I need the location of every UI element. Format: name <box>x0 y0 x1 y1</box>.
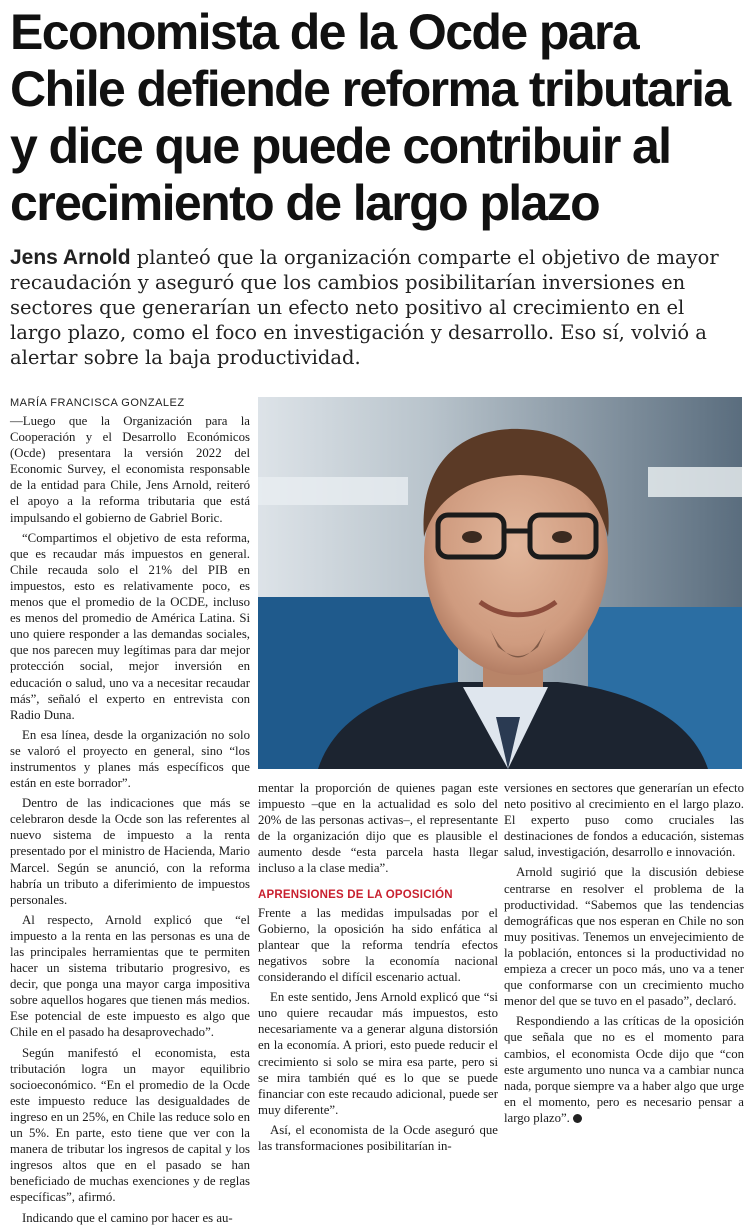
portrait-photo <box>258 397 742 769</box>
body-paragraph: Frente a las medidas impulsadas por el Gobierno, la oposición ha sido enfática al plantear que la reforma tendría efectos negativos sobre la economía nacional considerando el difícil escenario actual. <box>258 905 498 985</box>
body-paragraph: —Luego que la Organización para la Cooperación y el Desarrollo Económicos (Ocde) presentara la versión 2022 del Economic Survey, el economista responsable de la entidad para Chile, Jens Arnold, reiteró el apoyo a la reforma tributaria que está impulsando el gobierno de Gabriel Boric. <box>10 414 250 525</box>
closing-text: Respondiendo a las críticas de la oposición que señala que no es el momento para cambios, el economista Ocde dijo que “con este argumento uno nunca va a cambiar nunca nada, porque siempre va a haber algo que urge en el momento, pero es necesario pensar a largo plazo”. <box>504 1014 744 1125</box>
body-paragraph: Así, el economista de la Ocde aseguró que las transformaciones posibilitarían in- <box>258 1122 498 1153</box>
byline: MARÍA FRANCISCA GONZALEZ <box>10 397 185 409</box>
article-column-1 <box>10 413 250 1225</box>
end-of-article-icon <box>573 1114 582 1123</box>
headline: Economista de la Ocde para Chile defiende reforma tributaria y dice que puede contribuir al crecimiento de largo plazo <box>10 4 730 231</box>
body-paragraph: versiones en sectores que generarían un efecto neto positivo al crecimiento en el largo plazo. El experto puso como cruciales las destinaciones de fondos a educación, sistemas salud, investigación, desarrollo e innovación. <box>504 781 744 860</box>
body-paragraph: En este sentido, Jens Arnold explicó que “si uno quiere recaudar más impuestos, esto necesariamente va a generar alguna distorsión en la economía. A priori, esto puede reducir el crecimiento si solo se mira esa parte, pero si se mira también qué es lo que se puede financiar con este recaudo adicional, puede ser muy diferente”. <box>258 990 498 1117</box>
body-paragraph: “Compartimos el objetivo de esta reforma, que es recaudar más impuestos en general. Chile recauda solo el 21% del PIB en impuestos, esto es relativamente poco, es menos que el promedio de la OCDE, incluso es menos del promedio de América Latina. Si uno quiere responder a las demandas sociales, que nos parecen muy legítimas para dar mejor protección social, mejor inversión en educación o salud, uno va a necesitar recaudar más”, señaló el experto en entrevista con Radio Duna. <box>10 530 250 722</box>
body-paragraph: En esa línea, desde la organización no solo se valoró el proyecto en general, sino “los instrumentos y planes más específicos que están en este borrador”. <box>10 727 250 791</box>
body-paragraph: Según manifestó el economista, esta tributación logra un mayor equilibrio socioeconómico. “En el promedio de la Ocde este impuesto reduce las desigualdades de ingreso en un 25%, en Chile las reduce solo en un 5%. En parte, esto tiene que ver con la manera de tributar los ingresos de capital y los ingresos altos que en el pasado se han beneficiado de muchas exenciones y de reglas específicas”, afirmó. <box>10 1045 250 1205</box>
body-paragraph: Dentro de las indicaciones que más se celebraron desde la Ocde son las referentes al nuevo sistema de impuesto a la renta presentado por el ministro de Hacienda, Mario Marcel. Según se anunció, con la reforma habría un tributo a diferimiento de impuestos personales. <box>10 796 250 907</box>
lead-author: Jens Arnold <box>10 246 131 269</box>
article-column-2 <box>258 780 498 1165</box>
body-paragraph: Indicando que el camino por hacer es au- <box>22 1210 233 1225</box>
lead-text: planteó que la organización comparte el objetivo de mayor recaudación y aseguró que los cambios posibilitarían inversiones en sectores que generarían un efecto neto positivo al crecimiento en el largo plazo, como el foco en investigación y desarrollo. Eso sí, volvió a alertar sobre la baja productividad. <box>10 246 719 369</box>
section-subhead: APRENSIONES DE LA OPOSICIÓN <box>258 888 453 901</box>
body-paragraph: mentar la proporción de quienes pagan este impuesto –que en la actualidad es solo del 20% de las personas activas–, el representante de la organización dijo que es plausible el aumento desde “esta parcela hasta llegar incluso a la clase media”. <box>258 781 498 876</box>
body-paragraph: Al respecto, Arnold explicó que “el impuesto a la renta en las personas es una de las principales herramientas que te permiten hacer un sistema tributario progresivo, es decir, que ponga una mayor carga impositiva sobre aquellos hogares que tienen más medios. Ese potencial de este impuesto es algo que Chile en el pasado ha desaprovechado”. <box>10 912 250 1040</box>
body-paragraph: Arnold sugirió que la discusión debiese centrarse en resolver el problema de la productividad. “Sabemos que las tendencias demográficas que nos esperan en Chile no son muy positivas. Tenemos un envejecimiento de la población, entonces si la productividad no empieza a crecer un poco más, uno va a tener que conformarse con un crecimiento mucho menor del que se tuvo en el pasado”, declaró. <box>504 865 744 1009</box>
article-column-3 <box>504 780 744 1165</box>
body-paragraph <box>504 1013 744 1126</box>
lead-paragraph <box>10 245 741 370</box>
